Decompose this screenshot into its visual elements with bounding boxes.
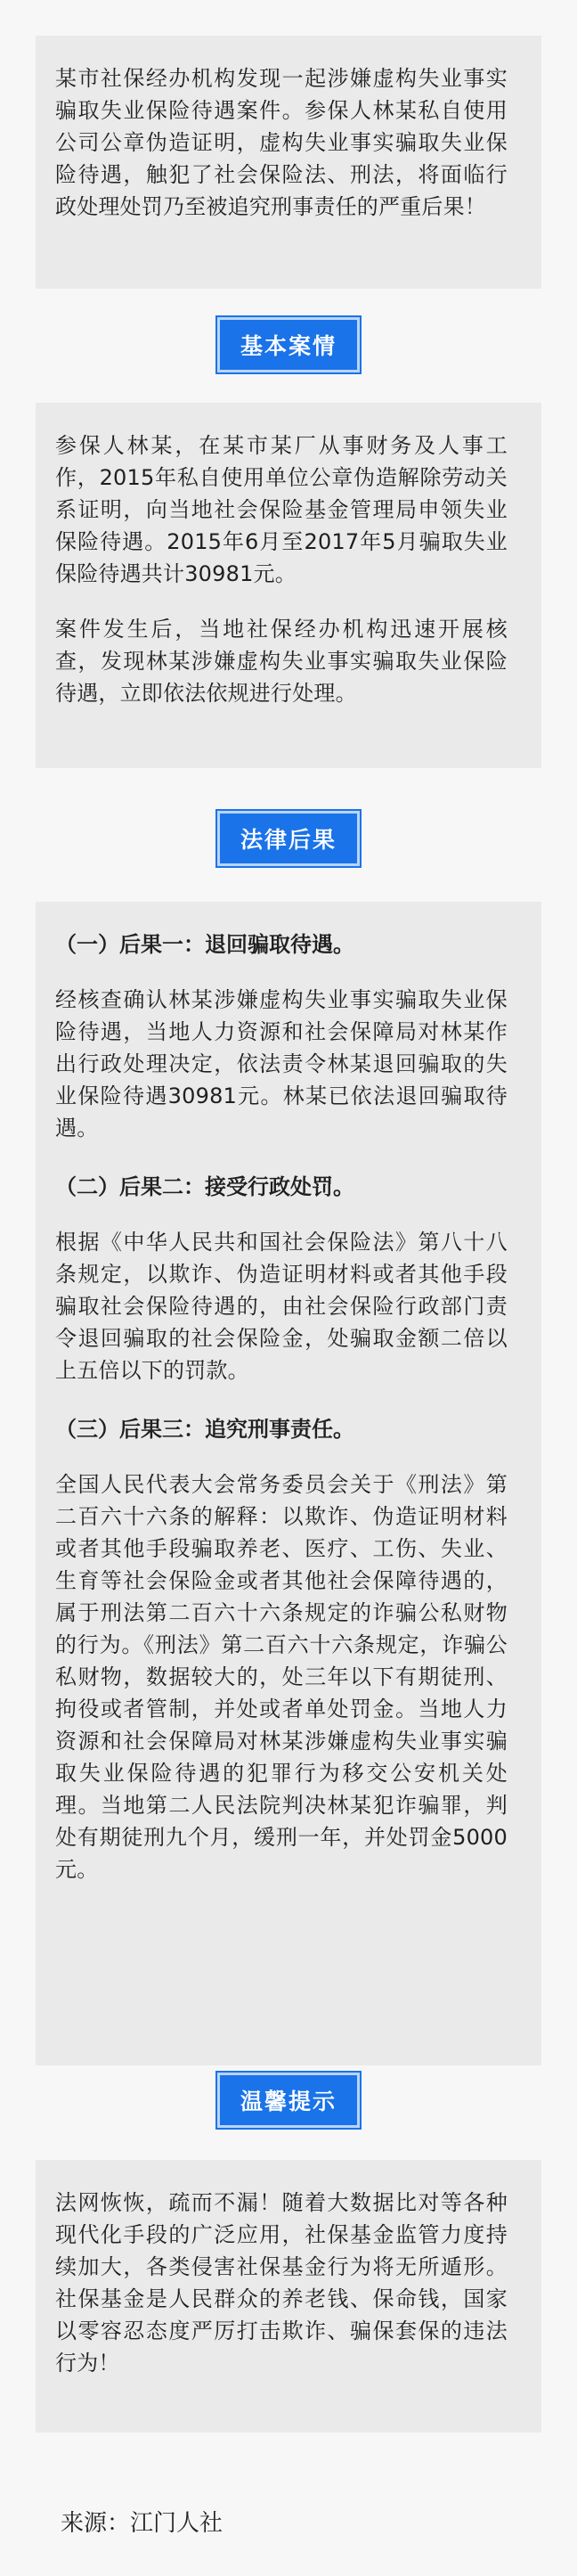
basic-facts-card <box>36 403 541 768</box>
consequence-1-text: 经核查确认林某涉嫌虚构失业事实骗取失业保险待遇，当地人力资源和社会保障局对林某作出行政处理决定，依法责令林某退回骗取的失业保险待遇30981元。林某已依法退回骗取待遇。 <box>55 987 508 1141</box>
intro-card <box>36 36 541 289</box>
intro-text: 某市社保经办机构发现一起涉嫌虚构失业事实骗取失业保险待遇案件。参保人林某私自使用公司公章伪造证明，虚构失业事实骗取失业保险待遇，触犯了社会保险法、刑法，将面临行政处理处罚乃至被追究刑事责任的严重后果！ <box>55 66 508 219</box>
consequence-3-heading: （三）后果三：追究刑事责任。 <box>55 1417 354 1442</box>
section-title-tips: 温馨提示 <box>217 2073 360 2128</box>
basic-paragraph-2: 案件发生后，当地社保经办机构迅速开展核查，发现林某涉嫌虚构失业事实骗取失业保险待遇，立即依法依规进行处理。 <box>55 617 508 706</box>
tips-card <box>36 2160 541 2433</box>
legal-consequences-card <box>36 902 541 2065</box>
consequence-2-text: 根据《中华人民共和国社会保险法》第八十八条规定，以欺诈、伪造证明材料或者其他手段骗取社会保险待遇的，由社会保险行政部门责令退回骗取的社会保险金，处骗取金额二倍以上五倍以下的罚款。 <box>55 1230 508 1383</box>
source-credit: 来源：江门人社 <box>61 2510 223 2537</box>
basic-paragraph-1: 参保人林某，在某市某厂从事财务及人事工作，2015年私自使用单位公章伪造解除劳动关系证明，向当地社会保险基金管理局申领失业保险待遇。2015年6月至2017年5月骗取失业保险待遇共计30981元。 <box>55 433 508 586</box>
consequence-2-heading: （二）后果二：接受行政处罚。 <box>55 1174 354 1199</box>
consequence-1-heading: （一）后果一：退回骗取待遇。 <box>55 932 354 957</box>
section-heading-legal <box>0 811 577 870</box>
consequence-3-text: 全国人民代表大会常务委员会关于《刑法》第二百六十六条的解释：以欺诈、伪造证明材料或者其他手段骗取养老、医疗、工伤、失业、生育等社会保险金或者其他社会保障待遇的，属于刑法第二百六十六条规定的诈骗公私财物的行为。《刑法》第二百六十六条规定，诈骗公私财物，数据较大的，处三年以下有期徒刑、拘役或者管制，并处或者单处罚金。当地人力资源和社会保障局对林某涉嫌虚构失业事实骗取失业保险待遇的犯罪行为移交公安机关处理。当地第二人民法院判决林某犯诈骗罪，判处有期徒刑九个月，缓刑一年，并处罚金5000元。 <box>55 1472 508 1882</box>
section-title-legal: 法律后果 <box>217 811 360 866</box>
section-heading-tips <box>0 2073 577 2131</box>
section-heading-basic <box>0 317 577 376</box>
tips-text: 法网恢恢，疏而不漏！随着大数据比对等各种现代化手段的广泛应用，社保基金监管力度持续加大，各类侵害社保基金行为将无所遁形。社保基金是人民群众的养老钱、保命钱，国家以零容忍态度严厉打击欺诈、骗保套保的违法行为！ <box>55 2190 508 2376</box>
section-title-basic: 基本案情 <box>217 317 360 372</box>
